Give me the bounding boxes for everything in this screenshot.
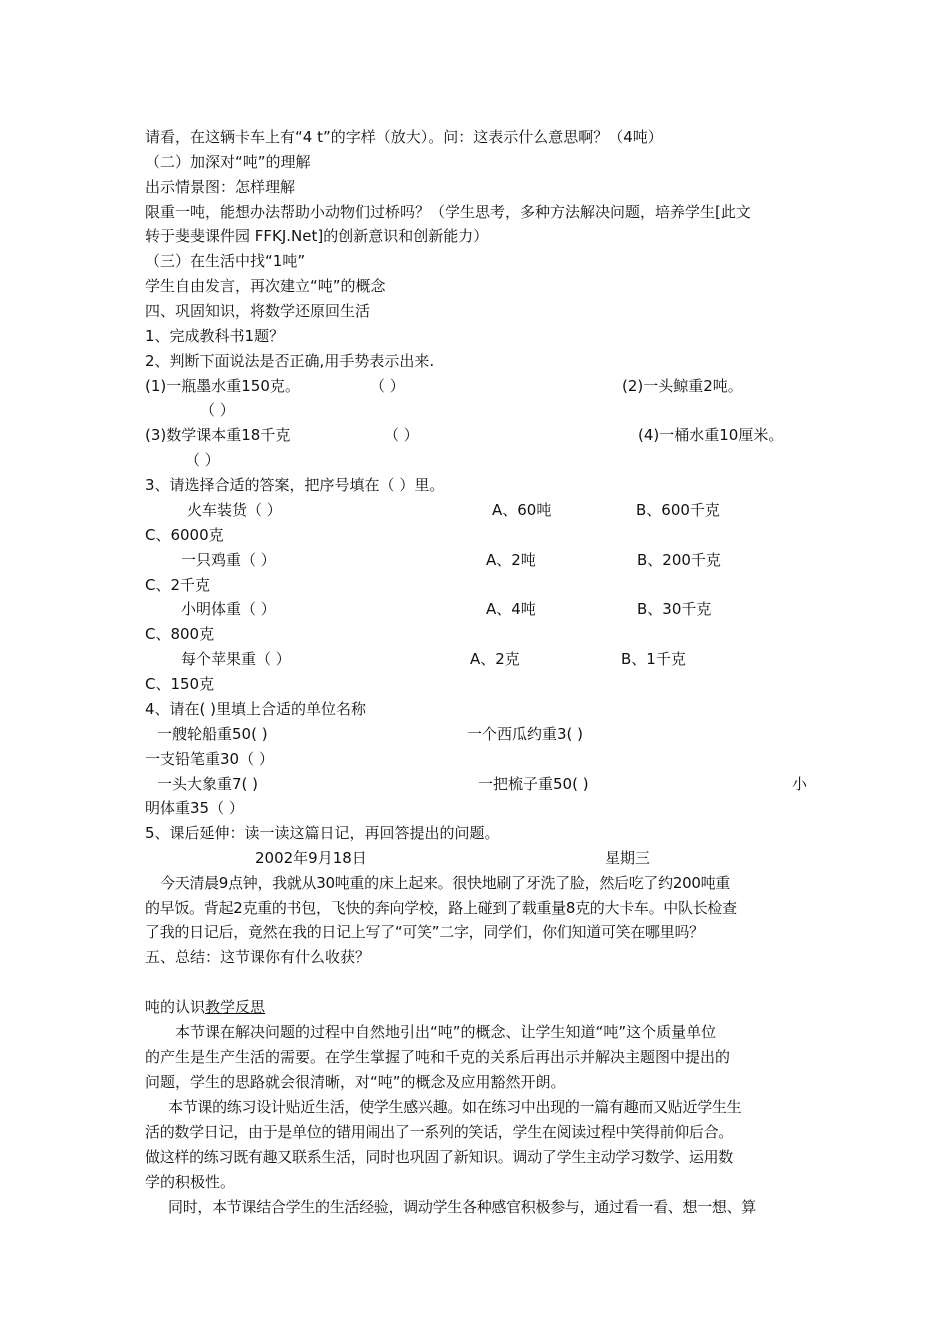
text-line: 学生自由发言，再次建立“吨”的概念 (145, 277, 386, 295)
reflection-text: 同时，本节课结合学生的生活经验，调动学生各种感官积极参与，通过看一看、想一想、算 (168, 1198, 757, 1216)
choice-option-a: A、60吨 (492, 501, 552, 519)
section-heading: （二）加深对“吨”的理解 (145, 153, 311, 171)
choice-question: 小明体重（ ） (181, 600, 276, 618)
exercise-item: 4、请在( )里填上合适的单位名称 (145, 700, 367, 718)
fill-item: 一个西瓜约重3( ) (467, 725, 584, 743)
reflection-text: 本节课在解决问题的过程中自然地引出“吨”的概念、让学生知道“吨”这个质量单位 (175, 1023, 717, 1041)
choice-option-b: B、200千克 (637, 551, 721, 569)
reflection-text: 做这样的练习既有趣又联系生活，同时也巩固了新知识。调动了学生主动学习数学、运用数 (145, 1148, 734, 1166)
exercise-item: 2、判断下面说法是否正确,用手势表示出来. (145, 352, 435, 370)
diary-text: 的早饭。背起2克重的书包，飞快的奔向学校，路上碰到了载重量8克的大卡车。中队长检查 (145, 899, 737, 917)
fill-item-continued: 小 (792, 775, 808, 793)
exercise-item: 1、完成教科书1题？ (145, 327, 285, 345)
fill-item: 一把梳子重50( ) (478, 775, 589, 793)
judge-answer-blank-4: （ ） (185, 451, 220, 469)
fill-item: 明体重35（ ） (145, 799, 244, 817)
choice-option-c: C、800克 (145, 625, 215, 643)
text-line: 限重一吨，能想办法帮助小动物们过桥吗？（学生思考，多种方法解决问题，培养学生[此文 (145, 203, 751, 221)
judge-answer-blank-1: （ ） (370, 377, 405, 395)
fill-item: 一艘轮船重50( ) (157, 725, 268, 743)
choice-option-b: B、30千克 (637, 600, 712, 618)
choice-option-a: A、4吨 (486, 600, 536, 618)
choice-option-c: C、150克 (145, 675, 215, 693)
choice-option-c: C、2千克 (145, 576, 211, 594)
diary-text: 了我的日记后，竟然在我的日记上写了“可笑”二字，同学们，你们知道可笑在哪里吗？ (145, 923, 704, 941)
exercise-item: 3、请选择合适的答案，把序号填在（ ）里。 (145, 476, 445, 494)
judge-question-3: (3)数学课本重18千克 (145, 426, 291, 444)
choice-question: 每个苹果重（ ） (181, 650, 291, 668)
judge-question-2: (2)一头鲸重2吨。 (622, 377, 743, 395)
reflection-text: 学的积极性。 (145, 1173, 236, 1191)
choice-option-a: A、2克 (470, 650, 520, 668)
choice-question: 火车装货（ ） (187, 501, 282, 519)
diary-weekday: 星期三 (605, 849, 651, 867)
judge-question-4: (4)一桶水重10厘米。 (638, 426, 784, 444)
reflection-text: 活的数学日记，由于是单位的错用闹出了一系列的笑话，学生在阅读过程中笑得前仰后合。 (145, 1123, 734, 1141)
reflection-text: 问题，学生的思路就会很清晰，对“吨”的概念及应用豁然开朗。 (145, 1073, 566, 1091)
judge-answer-blank-3: （ ） (384, 426, 419, 444)
reflection-text: 本节课的练习设计贴近生活，使学生感兴趣。如在练习中出现的一篇有趣而又贴近学生生 (168, 1098, 742, 1116)
reflection-title (145, 995, 810, 1020)
choice-option-b: B、1千克 (621, 650, 686, 668)
section-heading: 五、总结：这节课你有什么收获？ (145, 948, 371, 966)
choice-option-b: B、600千克 (636, 501, 720, 519)
choice-question: 一只鸡重（ ） (181, 551, 276, 569)
text-line: 出示情景图：怎样理解 (145, 178, 296, 196)
diary-text: 今天清晨9点钟，我就从30吨重的床上起来。很快地刷了牙洗了脸，然后吃了约200吨重 (160, 874, 730, 892)
choice-option-a: A、2吨 (486, 551, 536, 569)
text-line: 转于斐斐课件园 FFKJ.Net]的创新意识和创新能力） (145, 227, 489, 245)
reflection-text: 的产生是生产生活的需要。在学生掌握了吨和千克的关系后再出示并解决主题图中提出的 (145, 1048, 731, 1066)
reflection-title-underlined: 教学反思 (205, 998, 266, 1016)
section-heading: 四、巩固知识，将数学还原回生活 (145, 302, 371, 320)
reflection-title-text: 吨的认识 (145, 998, 206, 1016)
diary-date: 2002年9月18日 (255, 849, 367, 867)
text-line: 请看，在这辆卡车上有“4 t”的字样（放大）。问：这表示什么意思啊？（4吨） (145, 128, 663, 146)
judge-question-1: (1)一瓶墨水重150克。 (145, 377, 300, 395)
exercise-item: 5、课后延伸：读一读这篇日记，再回答提出的问题。 (145, 824, 500, 842)
fill-item: 一支铅笔重30（ ） (145, 750, 274, 768)
choice-option-c: C、6000克 (145, 526, 224, 544)
section-heading: （三）在生活中找“1吨” (145, 252, 306, 270)
fill-item: 一头大象重7( ) (157, 775, 259, 793)
judge-answer-blank-2: （ ） (200, 401, 235, 419)
